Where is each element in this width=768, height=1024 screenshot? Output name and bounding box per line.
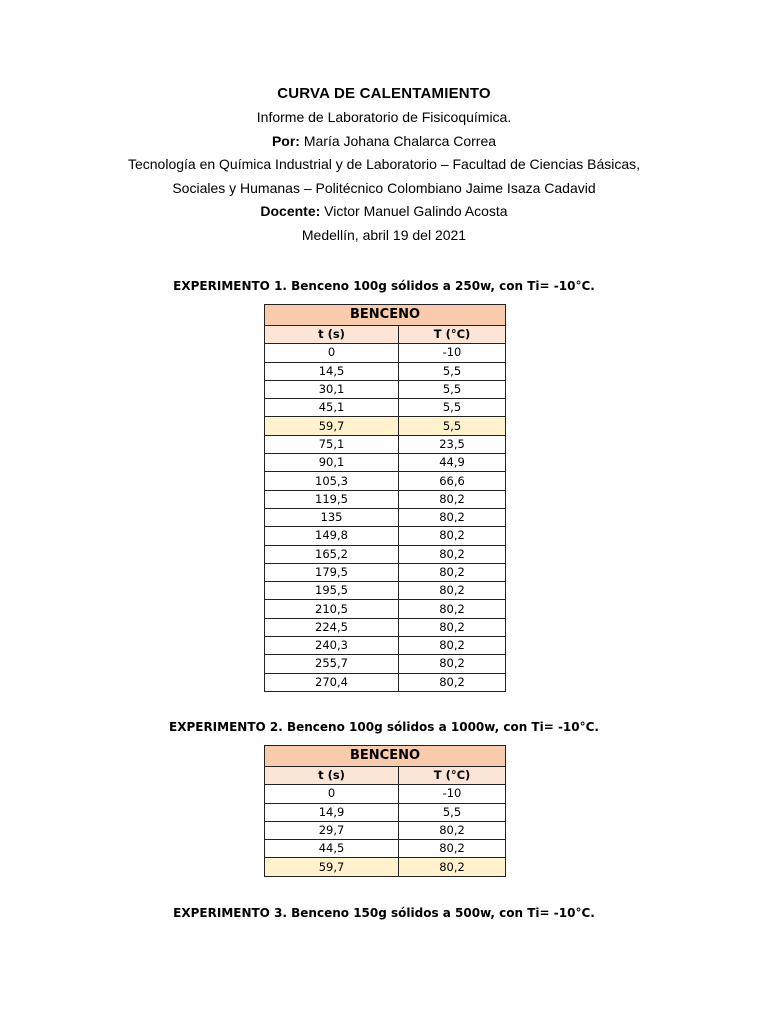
- cell-time: 195,5: [265, 582, 399, 600]
- table-row: [265, 637, 506, 655]
- cell-temperature: 5,5: [399, 803, 506, 821]
- docente-name: Victor Manuel Galindo Acosta: [320, 203, 508, 219]
- cell-temperature: -10: [399, 785, 506, 803]
- cell-time: 59,7: [265, 417, 399, 435]
- cell-temperature: 44,9: [399, 454, 506, 472]
- table-row: [265, 563, 506, 581]
- experiment-1-table: [264, 304, 506, 692]
- cell-temperature: 80,2: [399, 618, 506, 636]
- cell-temperature: -10: [399, 344, 506, 362]
- table-row: [265, 490, 506, 508]
- cell-temperature: 80,2: [399, 563, 506, 581]
- table-row: [265, 362, 506, 380]
- column-header-temperature: T (°C): [399, 326, 506, 344]
- table-row: [265, 399, 506, 417]
- cell-time: 0: [265, 344, 399, 362]
- table-title: BENCENO: [265, 305, 506, 326]
- cell-time: 14,9: [265, 803, 399, 821]
- cell-time: 59,7: [265, 858, 399, 876]
- cell-time: 0: [265, 785, 399, 803]
- cell-temperature: 80,2: [399, 637, 506, 655]
- cell-temperature: 80,2: [399, 600, 506, 618]
- cell-time: 45,1: [265, 399, 399, 417]
- table-row: [265, 840, 506, 858]
- experiment-2-title: EXPERIMENTO 2. Benceno 100g sólidos a 1000w, con Ti= -10°C.: [169, 720, 599, 734]
- cell-temperature: 5,5: [399, 399, 506, 417]
- table-row: [265, 527, 506, 545]
- cell-time: 30,1: [265, 380, 399, 398]
- cell-time: 165,2: [265, 545, 399, 563]
- cell-temperature: 80,2: [399, 508, 506, 526]
- cell-time: 135: [265, 508, 399, 526]
- cell-temperature: 80,2: [399, 582, 506, 600]
- experiment-2-table: [264, 745, 506, 877]
- cell-temperature: 5,5: [399, 362, 506, 380]
- cell-time: 210,5: [265, 600, 399, 618]
- cell-temperature: 80,2: [399, 858, 506, 876]
- cell-temperature: 80,2: [399, 655, 506, 673]
- table-row: [265, 785, 506, 803]
- report-date: Medellín, abril 19 del 2021: [301, 226, 467, 243]
- table-row: [265, 821, 506, 839]
- cell-temperature: 80,2: [399, 527, 506, 545]
- table-row: [265, 600, 506, 618]
- cell-temperature: 23,5: [399, 435, 506, 453]
- cell-time: 44,5: [265, 840, 399, 858]
- report-header: [0, 82, 768, 247]
- table-row: [265, 508, 506, 526]
- author-name: María Johana Chalarca Correa: [299, 132, 497, 149]
- cell-temperature: 80,2: [399, 821, 506, 839]
- table-row: [265, 618, 506, 636]
- column-header-time: t (s): [265, 767, 399, 785]
- table-row: [265, 655, 506, 673]
- cell-temperature: 80,2: [399, 490, 506, 508]
- table-row: [265, 380, 506, 398]
- table-row: [265, 344, 506, 362]
- docente-line: [0, 200, 768, 224]
- report-subtitle: Informe de Laboratorio de Fisicoquímica.: [256, 109, 512, 125]
- table-row: [265, 582, 506, 600]
- cell-temperature: 5,5: [399, 417, 506, 435]
- cell-time: 105,3: [265, 472, 399, 490]
- table-row: [265, 417, 506, 435]
- cell-temperature: 5,5: [399, 380, 506, 398]
- cell-time: 90,1: [265, 454, 399, 472]
- table-title: BENCENO: [265, 746, 506, 767]
- table-row: [265, 673, 506, 691]
- cell-time: 119,5: [265, 490, 399, 508]
- table-row: [265, 803, 506, 821]
- cell-time: 149,8: [265, 527, 399, 545]
- cell-temperature: 80,2: [399, 673, 506, 691]
- column-header-temperature: T (°C): [399, 767, 506, 785]
- docente-label: Docente:: [260, 203, 321, 219]
- experiment-3-title: EXPERIMENTO 3. Benceno 150g sólidos a 500w, con Ti= -10°C.: [173, 906, 595, 920]
- cell-temperature: 80,2: [399, 545, 506, 563]
- program-line-2: Sociales y Humanas – Politécnico Colombiano Jaime Isaza Cadavid: [172, 179, 596, 196]
- cell-time: 29,7: [265, 821, 399, 839]
- report-title: CURVA DE CALENTAMIENTO: [277, 85, 491, 102]
- program-line-1: Tecnología en Química Industrial y de Laboratorio – Facultad de Ciencias Básicas,: [127, 156, 641, 172]
- cell-time: 270,4: [265, 673, 399, 691]
- author-label: Por:: [271, 132, 300, 149]
- table-row: [265, 454, 506, 472]
- cell-time: 179,5: [265, 563, 399, 581]
- experiment-1-title: EXPERIMENTO 1. Benceno 100g sólidos a 250w, con Ti= -10°C.: [173, 279, 595, 293]
- table-row: [265, 545, 506, 563]
- cell-time: 240,3: [265, 637, 399, 655]
- cell-time: 14,5: [265, 362, 399, 380]
- cell-temperature: 80,2: [399, 840, 506, 858]
- cell-time: 224,5: [265, 618, 399, 636]
- cell-time: 75,1: [265, 435, 399, 453]
- column-header-time: t (s): [265, 326, 399, 344]
- table-row: [265, 472, 506, 490]
- table-row: [265, 858, 506, 876]
- cell-time: 255,7: [265, 655, 399, 673]
- table-row: [265, 435, 506, 453]
- cell-temperature: 66,6: [399, 472, 506, 490]
- author-line: [0, 130, 768, 154]
